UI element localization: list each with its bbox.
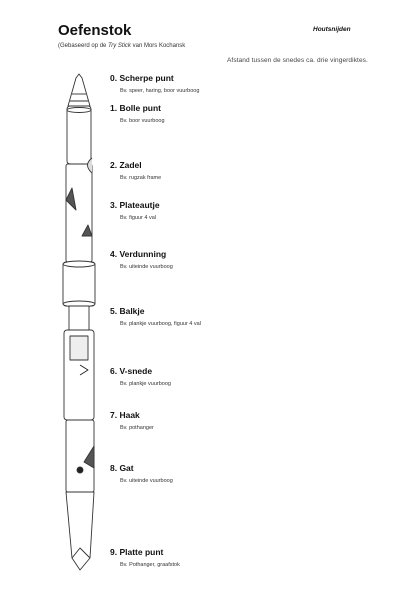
step-5: [110, 306, 201, 327]
step-label: 5. Balkje: [110, 306, 145, 316]
step-label: 7. Haak: [110, 410, 140, 420]
step-example: Bv. figuur 4 val: [120, 215, 156, 221]
hole: [77, 467, 83, 473]
thin-neck: [69, 306, 89, 330]
page-title: Oefenstok: [58, 22, 132, 39]
corner-label: Houtsnijden: [313, 26, 351, 33]
practice-stick-illustration: [50, 70, 110, 575]
step-7: [110, 410, 154, 431]
step-3: [110, 200, 160, 221]
upper-shaft: [67, 106, 91, 164]
step-example: Bv. boor vuurboog: [120, 118, 165, 124]
step-example: Bv. rugzak frame: [120, 175, 162, 181]
step-1: [110, 103, 165, 124]
step-9: [110, 547, 180, 568]
step-example: Bv. pothanger: [120, 425, 154, 431]
step-0: [110, 73, 199, 94]
notch-shaft: [66, 164, 92, 262]
step-label: 6. V-snede: [110, 366, 153, 376]
subtitle-suffix: van Mors Kochansk: [130, 43, 186, 49]
flat-point: [66, 492, 94, 570]
step-example: Bv. uiteinde vuurboog: [120, 264, 173, 270]
step-label: 9. Platte punt: [110, 547, 164, 557]
step-example: Bv. plankje vuurboog, figuur 4 val: [120, 321, 201, 327]
step-4: [110, 249, 173, 270]
step-label: 3. Plateautje: [110, 200, 160, 210]
step-6: [110, 366, 171, 387]
spacing-note: Afstand tussen de snedes ca. drie vingerdiktes.: [227, 57, 368, 64]
step-label: 0. Scherpe punt: [110, 73, 174, 83]
step-8: [110, 463, 173, 484]
step-label: 8. Gat: [110, 463, 134, 473]
subtitle-prefix: (Gebaseerd op de: [58, 43, 109, 49]
step-example: Bv. speer, haring, boor vuurboog: [120, 88, 200, 94]
thinning-ring: [63, 262, 95, 306]
step-example: Bv. plankje vuurboog: [120, 381, 171, 387]
subtitle-italic: Try Stick: [108, 43, 131, 49]
step-example: Bv. Pothanger, graafstok: [120, 562, 180, 568]
subtitle: [58, 43, 185, 49]
step-label: 1. Bolle punt: [110, 103, 161, 113]
step-label: 2. Zadel: [110, 160, 142, 170]
step-2: [110, 160, 161, 181]
step-label: 4. Verdunning: [110, 249, 167, 259]
step-example: Bv. uiteinde vuurboog: [120, 478, 173, 484]
